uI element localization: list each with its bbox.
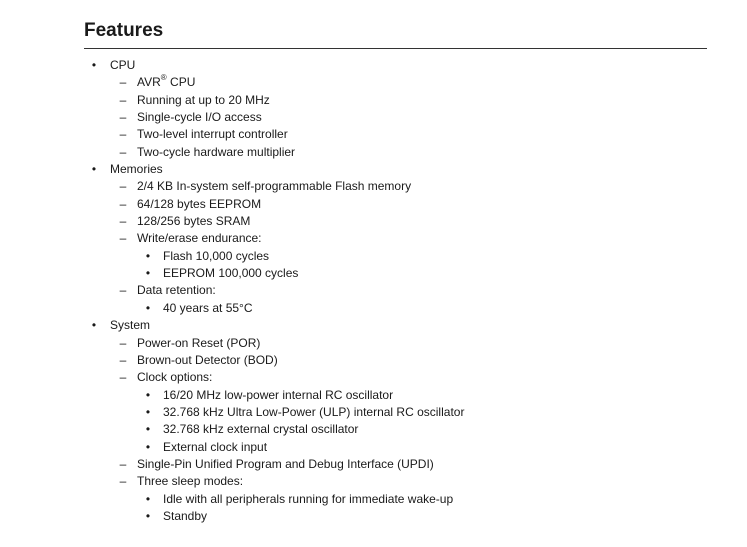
bullet-marker: • [145, 266, 151, 281]
bullet-marker: • [145, 300, 151, 315]
feature-text: Memories [110, 162, 163, 177]
bullet-marker: • [91, 162, 97, 177]
feature-text: 128/256 bytes SRAM [137, 214, 251, 229]
feature-subitem [0, 300, 747, 317]
dash-marker: – [119, 179, 127, 194]
dash-marker: – [119, 283, 127, 298]
feature-item [0, 178, 747, 195]
dash-marker: – [119, 144, 127, 159]
feature-subitem [0, 491, 747, 508]
registered-mark: ® [160, 73, 167, 83]
feature-item [0, 473, 747, 490]
features-list [0, 57, 747, 525]
feature-text: 40 years at 55°C [163, 300, 253, 315]
dash-marker: – [119, 456, 127, 471]
feature-item [0, 126, 747, 143]
dash-marker: – [119, 335, 127, 350]
feature-category [0, 317, 747, 334]
feature-category [0, 57, 747, 74]
bullet-marker: • [145, 439, 151, 454]
feature-text: EEPROM 100,000 cycles [163, 266, 299, 281]
feature-text: CPU [110, 58, 136, 72]
feature-text: 64/128 bytes EEPROM [137, 196, 262, 211]
feature-text: 2/4 KB In-system self-programmable Flash memory [137, 179, 412, 194]
feature-item [0, 196, 747, 213]
bullet-marker: • [145, 422, 151, 437]
feature-item [0, 369, 747, 386]
bullet-marker: • [145, 248, 151, 263]
feature-item [0, 144, 747, 161]
feature-subitem [0, 508, 747, 525]
feature-subitem [0, 439, 747, 456]
feature-text: Single-Pin Unified Program and Debug Interface (UPDI) [137, 456, 434, 471]
feature-category [0, 161, 747, 178]
feature-text: Single-cycle I/O access [137, 110, 262, 125]
page-title: Features [84, 20, 164, 41]
feature-text: Two-cycle hardware multiplier [137, 144, 296, 159]
feature-text: Three sleep modes: [137, 474, 244, 489]
feature-item [0, 230, 747, 247]
feature-item [0, 282, 747, 299]
feature-subitem [0, 248, 747, 265]
bullet-marker: • [91, 318, 97, 333]
feature-text: External clock input [163, 439, 268, 454]
feature-text: 32.768 kHz Ultra Low-Power (ULP) internal RC oscillator [163, 404, 465, 419]
dash-marker: – [119, 110, 127, 125]
feature-text: Running at up to 20 MHz [137, 92, 270, 107]
feature-text: AVR® CPU [137, 73, 196, 90]
feature-text: System [110, 318, 151, 333]
bullet-marker: • [145, 508, 151, 523]
dash-marker: – [119, 92, 127, 107]
feature-item [0, 335, 747, 352]
dash-marker: – [119, 474, 127, 489]
dash-marker: – [119, 75, 127, 90]
feature-subitem [0, 404, 747, 421]
bullet-marker: • [145, 404, 151, 419]
feature-text: 32.768 kHz external crystal oscillator [163, 422, 359, 437]
feature-text: Data retention: [137, 283, 216, 298]
bullet-marker: • [145, 491, 151, 506]
feature-text: Clock options: [137, 370, 213, 385]
feature-text: Power-on Reset (POR) [137, 335, 261, 350]
title-divider [84, 48, 707, 49]
feature-subitem [0, 421, 747, 438]
dash-marker: – [119, 352, 127, 367]
feature-item [0, 74, 747, 91]
feature-text: Idle with all peripherals running for immediate wake-up [163, 491, 454, 506]
dash-marker: – [119, 231, 127, 246]
dash-marker: – [119, 196, 127, 211]
feature-text: Flash 10,000 cycles [163, 248, 270, 263]
feature-subitem [0, 387, 747, 404]
dash-marker: – [119, 370, 127, 385]
feature-text: 16/20 MHz low-power internal RC oscillator [163, 387, 394, 402]
bullet-marker: • [145, 387, 151, 402]
feature-item [0, 456, 747, 473]
feature-text: Two-level interrupt controller [137, 127, 288, 142]
feature-item [0, 352, 747, 369]
feature-item [0, 213, 747, 230]
bullet-marker: • [91, 58, 97, 72]
feature-text: Write/erase endurance: [137, 231, 262, 246]
feature-text: Standby [163, 508, 208, 523]
feature-item [0, 92, 747, 109]
feature-subitem [0, 265, 747, 282]
dash-marker: – [119, 127, 127, 142]
dash-marker: – [119, 214, 127, 229]
feature-item [0, 109, 747, 126]
feature-text: Brown-out Detector (BOD) [137, 352, 278, 367]
